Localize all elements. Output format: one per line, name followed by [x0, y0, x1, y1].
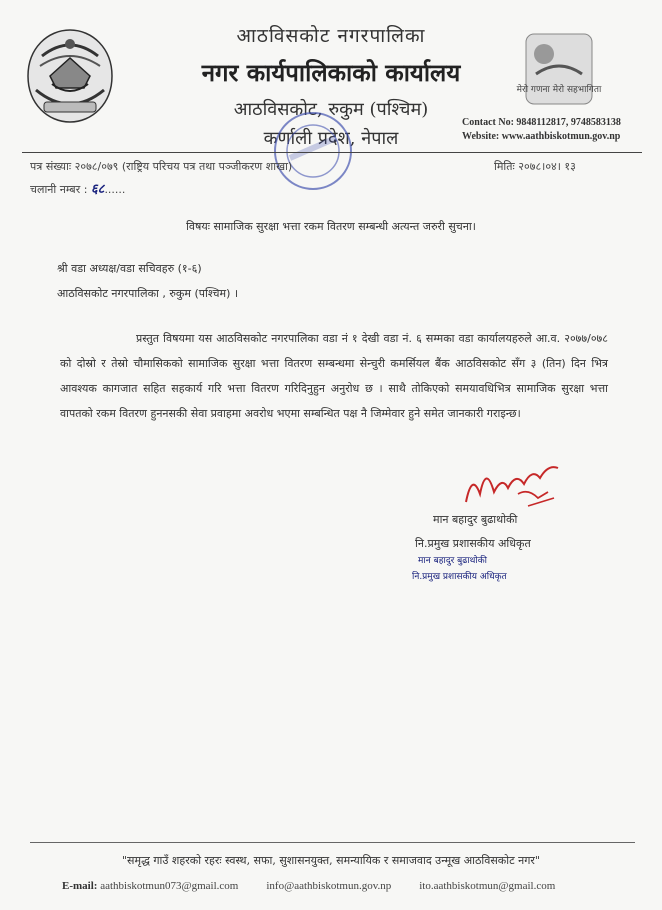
census-logo-icon	[516, 30, 602, 108]
municipality-name: आठविसकोट नगरपालिका	[236, 25, 426, 47]
signer-name: मान बहादुर बुढाथोकी	[433, 513, 518, 526]
letter-body	[60, 326, 608, 426]
body-paragraph: प्रस्तुत विषयमा यस आठविसकोट नगरपालिका वडा नं १ देखी वडा नं. ६ सम्मका वडा कार्यालयहरुले आ.व. २०७७/०७८ को दोस्रो र तेस्रो चौमासिकको सामाजिक सुरक्षा भत्ता वितरण सम्बन्धमा सेन्चुरी कमर्सियल बैंक आठविसकोट सँग ३ (तिन) दिन भित्र आवश्यक कागजात सहित सहकार्य गरि भत्ता वितरण गरिदिनुहुन अनुरोध छ । साथै तोकिएको समयावधिभित्र सामाजिक सुरक्षा भत्ता वापतको रकम वितरण हुननसकी सेवा प्रवाहमा अवरोध भएमा सम्बन्धित पक्ष नै जिम्मेवार हुने समेत जानकारी गराइन्छ।	[60, 332, 608, 420]
office-address: आठविसकोट, रुकुम (पश्चिम)	[233, 99, 429, 120]
dispatch-number: चलानी नम्बर : ६८......	[30, 182, 126, 197]
letter-subject: विषयः सामाजिक सुरक्षा भत्ता रकम वितरण सम्बन्धी अत्यन्त जरुरी सुचना।	[186, 220, 476, 233]
header-divider	[22, 152, 642, 153]
footer-motto: "समृद्ध गाउँ शहरको रहरः स्वस्थ, सफा, सुशासनयुक्त, समन्यायिक र समाजवाद उन्मूख आठविसकोट नगर"	[122, 854, 540, 867]
recipient-line-2: आठविसकोट नगरपालिका , रुकुम (पश्चिम) ।	[57, 287, 239, 300]
email-1[interactable]: E-mail: aathbiskotmun073@gmail.com	[62, 880, 239, 892]
email-3[interactable]: ito.aathbiskotmun@gmail.com	[419, 880, 556, 892]
seal-signer-name: मान बहादुर बुढाथोकी	[418, 556, 488, 566]
office-stamp-icon	[270, 108, 356, 194]
handwritten-signature-icon	[458, 454, 568, 514]
letter-date: मितिः २०७८।०४। १३	[494, 160, 576, 173]
footer-divider	[30, 842, 635, 843]
seal-signer-title: नि.प्रमुख प्रशासकीय अधिकृत	[412, 572, 507, 582]
office-name: नगर कार्यपालिकाको कार्यालय	[201, 58, 461, 87]
svg-text:मेरो गणना मेरो सहभागिता: मेरो गणना मेरो सहभागिता	[516, 85, 602, 95]
province-line: कर्णाली प्रदेश, नेपाल	[263, 128, 399, 149]
website-text: Website: www.aathbiskotmun.gov.np	[462, 131, 621, 142]
reference-number: पत्र संख्याः २०७८/०७९ (राष्ट्रिय परिचय पत्र तथा पञ्जीकरण शाखा)	[30, 160, 293, 173]
email-2[interactable]: info@aathbiskotmun.gov.np	[266, 880, 392, 892]
recipient-line-1: श्री वडा अध्यक्ष/वडा सचिवहरु (१-६)	[57, 262, 202, 275]
signer-title: नि.प्रमुख प्रशासकीय अधिकृत	[415, 537, 531, 550]
footer-emails	[62, 880, 622, 892]
contact-numbers: Contact No: 9848112817, 9748583138	[462, 117, 621, 128]
